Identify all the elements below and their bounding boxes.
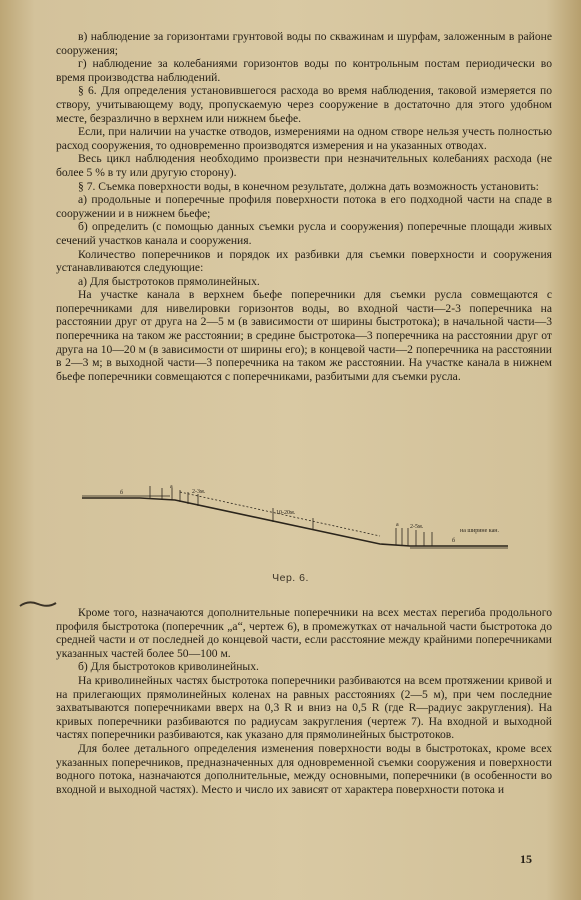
paragraph: Весь цикл наблюдения необходимо произвести при незначительных колебаниях расхода (не более 5 % в ту или другую сторону). (56, 152, 552, 179)
paragraph: Кроме того, назначаются дополнительные поперечники на всех местах перегиба продольного профиля быстротока (поперечник „а“, чертеж 6), в промежутках от начальной части быстротока до средней части и от последней до концевой части, если расстояние между крайними поперечниками указанных частей более 50—100 м. (56, 606, 552, 660)
text-block-bottom (56, 606, 552, 796)
figure-profile-drawing (80, 484, 510, 564)
figure-label-b2: б (452, 538, 456, 544)
page-number: 15 (520, 852, 532, 866)
paragraph: На криволинейных частях быстротока поперечники разбиваются на всем протяжении кривой и на прилегающих прямолинейных коленах на равных расстояниях (2—5 м), при чем последние захватываются поперечниками вверх на 0,3 R и вниз на 0,5 R (где R—радиус закругления). На кривых поперечники разбиваются по радиусам закругления (чертеж 7). На входной и выходной частях поперечники разбиваются, как указано для прямолинейных быстротоков. (56, 673, 552, 742)
paragraph: На участке канала в верхнем бьефе поперечники для съемки русла совмещаются с поперечниками для нивелировки горизонтов воды, во входной части—2-3 поперечника на расстоянии друг от друга на 2—5 м (в зависимости от ширины быстротока); в начальной части—3 поперечника на таком же расстоянии; в средине быстротока—3 поперечника на расстоянии друг от друга на 10—20 м (в зависимости от ширины его); в концевой части—2 поперечника на расстоянии в 2—3 м; в выходной части—3 поперечника на таком же расстоянии. На участке канала в нижнем бьефе поперечники совмещаются с поперечниками, разбитыми для съемки русла. (56, 288, 552, 383)
figure-label-b1: б (120, 490, 124, 496)
figure-caption: Чер. 6. (272, 572, 309, 584)
figure-label-d1: 2-3м. (192, 489, 206, 495)
ink-smudge-mark (18, 598, 58, 610)
paragraph: Количество поперечников и порядок их разбивки для съемки поверхности и сооружения устанавливаются следующие: (56, 247, 552, 275)
figure-label-d3: 2-5м. (410, 524, 424, 530)
figure-label-d2: 10-20м. (276, 510, 296, 516)
figure-label-right: на ширине кан. (460, 528, 499, 534)
paragraph: § 7. Съемка поверхности воды, в конечном результате, должна дать возможность установить: (78, 179, 539, 193)
text-block-top (56, 30, 552, 383)
subheading: б) Для быстротоков криволинейных. (78, 660, 259, 674)
paragraph: а) продольные и поперечные профиля поверхности потока в его подходной части на спаде в сооружении и в нижнем бьефе; (56, 193, 552, 220)
paragraph: г) наблюдение за колебаниями горизонтов воды по контрольным постам периодически во время производства наблюдений. (56, 57, 552, 84)
paragraph: б) определить (с помощью данных съемки русла и сооружения) поперечные площади живых сечений участков канала и сооружения. (56, 220, 552, 247)
paragraph: § 6. Для определения установившегося расхода во время наблюдения, таковой измеряется по створу, учитывающему воду, пропускаемую через сооружение в достаточно для этого удобном месте, безразлично в верхнем или нижнем бьефе. (56, 84, 552, 125)
subheading: а) Для быстротоков прямолинейных. (78, 274, 260, 288)
figure-label-a1: а (170, 484, 173, 490)
figure-label-a2: а (396, 522, 399, 528)
paragraph: Для более детального определения изменения поверхности воды в быстротоках, кроме всех указанных поперечников, предназначенных для одновременной съемки сооружения и поверхности водного потока, назначаются дополнительные, между основными, поперечники (в особенности во входной и выходной частях). Место и число их зависят от характера поверхности потока и (56, 741, 552, 796)
paragraph: Если, при наличии на участке отводов, измерениями на одном створе нельзя учесть полностью расход сооружения, то одновременно производятся измерения и на указанных отводах. (56, 125, 552, 152)
paragraph: в) наблюдение за горизонтами грунтовой воды по скважинам и шурфам, заложенным в районе сооружения; (56, 30, 552, 57)
